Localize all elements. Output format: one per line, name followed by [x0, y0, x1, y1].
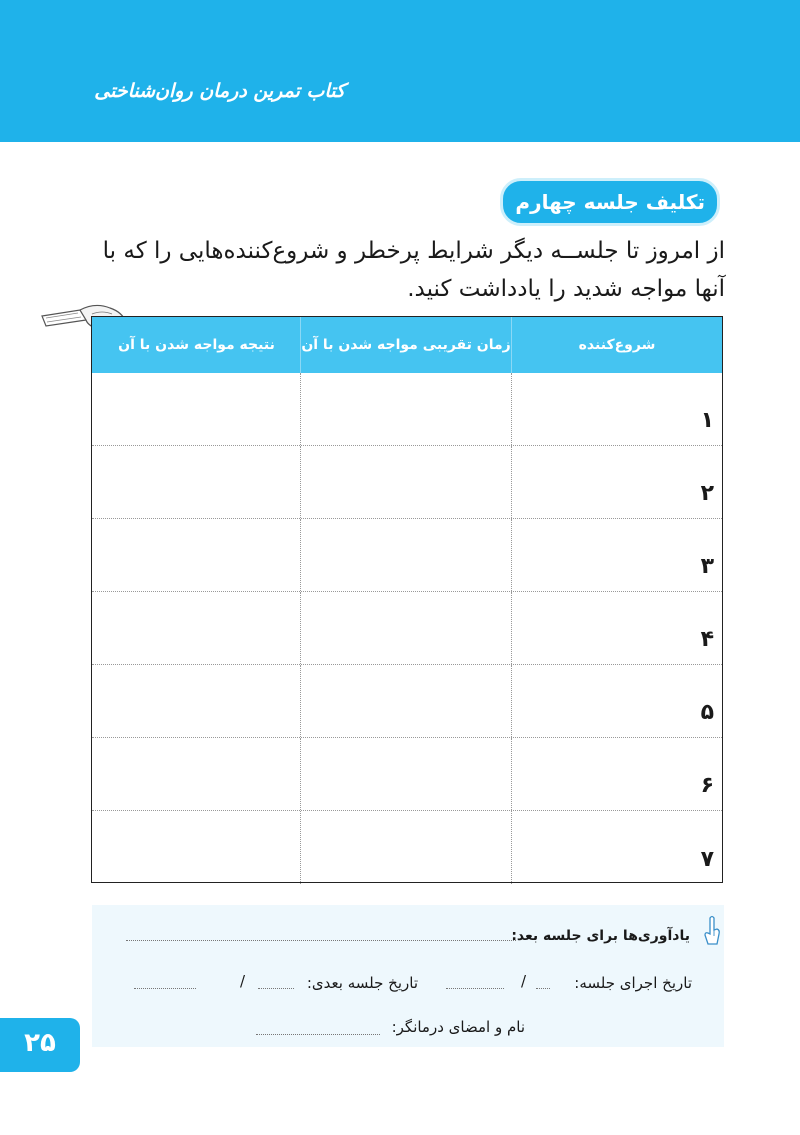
table-cell[interactable] [93, 373, 301, 445]
page-number: ۲۵ [24, 1028, 56, 1058]
table-cell[interactable] [93, 738, 301, 810]
row-number: ۳ [700, 554, 714, 579]
next-session-field[interactable] [258, 988, 294, 989]
table-cell[interactable] [93, 446, 301, 518]
table-cell[interactable] [301, 665, 512, 737]
table-cell[interactable] [512, 373, 722, 445]
stressor-table [91, 316, 723, 883]
table-row [92, 373, 722, 446]
table-cell[interactable] [512, 738, 722, 810]
next-session-field-2[interactable] [134, 988, 196, 989]
table-cell[interactable] [301, 592, 512, 664]
header-bar [0, 0, 800, 142]
session-date-field-2[interactable] [446, 988, 504, 989]
table-cell[interactable] [93, 665, 301, 737]
table-cell[interactable] [512, 811, 722, 884]
column-header-result: نتیجه مواجه شدن با آن [93, 317, 301, 373]
table-body [92, 373, 722, 882]
row-number: ۶ [700, 773, 714, 798]
row-number: ۷ [700, 847, 714, 872]
row-number: ۵ [700, 700, 714, 725]
session-date-label: تاریخ اجرای جلسه: [574, 974, 692, 992]
table-cell[interactable] [512, 592, 722, 664]
date-separator: / [240, 972, 246, 990]
table-cell[interactable] [301, 811, 512, 884]
instruction-text: از امروز تا جلســه دیگر شرایط پرخطر و شروع‌کننده‌هایی را که با آنها مواجه شدید را یادداشت کنید. [102, 238, 725, 302]
table-row [92, 811, 722, 884]
table-cell[interactable] [301, 519, 512, 591]
hand-pointer-icon [703, 914, 721, 948]
session-date-field[interactable] [536, 988, 550, 989]
table-cell[interactable] [512, 665, 722, 737]
row-number: ۱ [700, 408, 714, 433]
table-header [92, 317, 722, 373]
row-number: ۲ [700, 481, 714, 506]
section-title: تکلیف جلسه چهارم [500, 178, 720, 226]
table-cell[interactable] [93, 592, 301, 664]
table-cell[interactable] [512, 446, 722, 518]
therapist-signature-field[interactable] [256, 1034, 380, 1035]
table-cell[interactable] [301, 373, 512, 445]
table-row [92, 519, 722, 592]
table-cell[interactable] [93, 519, 301, 591]
table-row [92, 446, 722, 519]
reminder-fill-line[interactable] [126, 940, 516, 941]
book-title: کتاب تمرین درمان روان‌شناختی [94, 80, 345, 102]
column-header-stressor: شروع‌کننده [578, 337, 656, 353]
next-session-label: تاریخ جلسه بعدی: [306, 974, 418, 992]
table-row [92, 665, 722, 738]
table-cell[interactable] [93, 811, 301, 884]
therapist-label: نام و امضای درمانگر: [391, 1018, 525, 1036]
column-header-time: زمان تقریبی مواجه شدن با آن [301, 317, 512, 373]
row-number: ۴ [700, 627, 714, 652]
reminder-label: یادآوری‌ها برای جلسه بعد: [511, 928, 690, 944]
date-separator: / [521, 972, 527, 990]
table-row [92, 592, 722, 665]
table-cell[interactable] [301, 738, 512, 810]
table-cell[interactable] [512, 519, 722, 591]
table-cell[interactable] [301, 446, 512, 518]
table-row [92, 738, 722, 811]
